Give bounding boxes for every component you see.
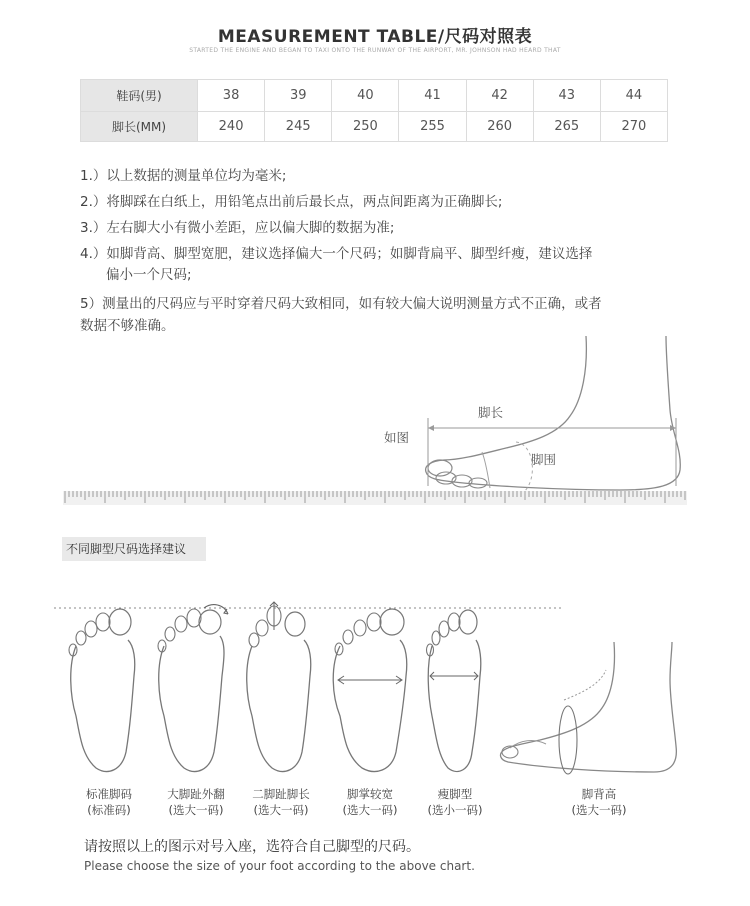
foot-type-advice: (选大一码) [168,803,224,817]
foot-type-caption [556,786,642,818]
length-cell: 265 [533,112,600,142]
size-cell: 40 [332,80,399,112]
foot-type-caption [153,786,239,818]
high-instep-foot-illustration [494,640,684,776]
note-2: 2.）将脚踩在白纸上，用铅笔点出前后最长点，两点间距离为正确脚长; [80,194,503,210]
second-toe-foot-illustration [240,600,320,776]
foot-type-caption [412,786,498,818]
row-label-size: 鞋码(男) [81,80,198,112]
foot-type-advice: (标准码) [87,803,131,817]
ruler [63,488,687,510]
size-cell: 42 [466,80,533,112]
foot-type-advice: (选小一码) [427,803,483,817]
section-tag: 不同脚型尺码选择建议 [62,537,206,561]
standard-foot-illustration [62,606,142,776]
page-subtitle: STARTED THE ENGINE AND BEGAN TO TAXI ONTO THE RUNWAY OF THE AIRPORT, MR. JOHNSON HAD HEARD THAT [189,47,561,54]
foot-type-name: 脚背高 [581,787,617,801]
note-4-cont: 偏小一个尺码; [106,267,192,283]
note-5-cont: 数据不够准确。 [80,318,175,334]
page-title: MEASUREMENT TABLE/尺码对照表 [217,27,533,47]
size-cell: 43 [533,80,600,112]
foot-type-name: 瘦脚型 [437,787,473,801]
foot-type-advice: (选大一码) [342,803,398,817]
example-label: 如图 [384,430,410,445]
slim-foot-illustration [420,606,490,776]
foot-type-caption [327,786,413,818]
wide-foot-illustration [328,606,412,776]
foot-type-name: 二脚趾脚长 [252,787,310,801]
note-1: 1.）以上数据的测量单位均为毫米; [80,168,287,184]
note-5: 5）测量出的尺码应与平时穿着尺码大致相同，如有较大偏大说明测量方式不正确，或者 [80,296,602,312]
bunion-foot-illustration [150,600,234,776]
size-cell: 44 [600,80,667,112]
size-cell: 38 [198,80,265,112]
length-cell: 255 [399,112,466,142]
note-4: 4.）如脚背高、脚型宽肥，建议选择偏大一个尺码；如脚背扁平、脚型纤瘦，建议选择 [80,246,593,262]
foot-length-label: 脚长 [478,405,504,420]
note-3: 3.）左右脚大小有微小差距，应以偏大脚的数据为准; [80,220,395,236]
row-label-length: 脚长(MM) [81,112,198,142]
foot-type-advice: (选大一码) [253,803,309,817]
length-cell: 240 [198,112,265,142]
length-cell: 270 [600,112,667,142]
foot-type-name: 大脚趾外翻 [167,787,225,801]
side-foot-illustration [420,330,700,500]
length-cell: 250 [332,112,399,142]
foot-type-caption [238,786,324,818]
foot-type-advice: (选大一码) [571,803,627,817]
footer-instruction-en: Please choose the size of your foot according to the above chart. [84,859,475,873]
foot-type-name: 标准脚码 [86,787,132,801]
foot-type-caption [66,786,152,818]
length-cell: 245 [265,112,332,142]
foot-girth-label: 脚围 [531,452,557,467]
length-cell: 260 [466,112,533,142]
foot-type-name: 脚掌较宽 [347,787,393,801]
table-row [81,80,668,112]
size-cell: 41 [399,80,466,112]
size-cell: 39 [265,80,332,112]
footer-instruction-cn: 请按照以上的图示对号入座，选符合自己脚型的尺码。 [84,839,420,855]
table-row [81,112,668,142]
size-table [80,79,668,142]
